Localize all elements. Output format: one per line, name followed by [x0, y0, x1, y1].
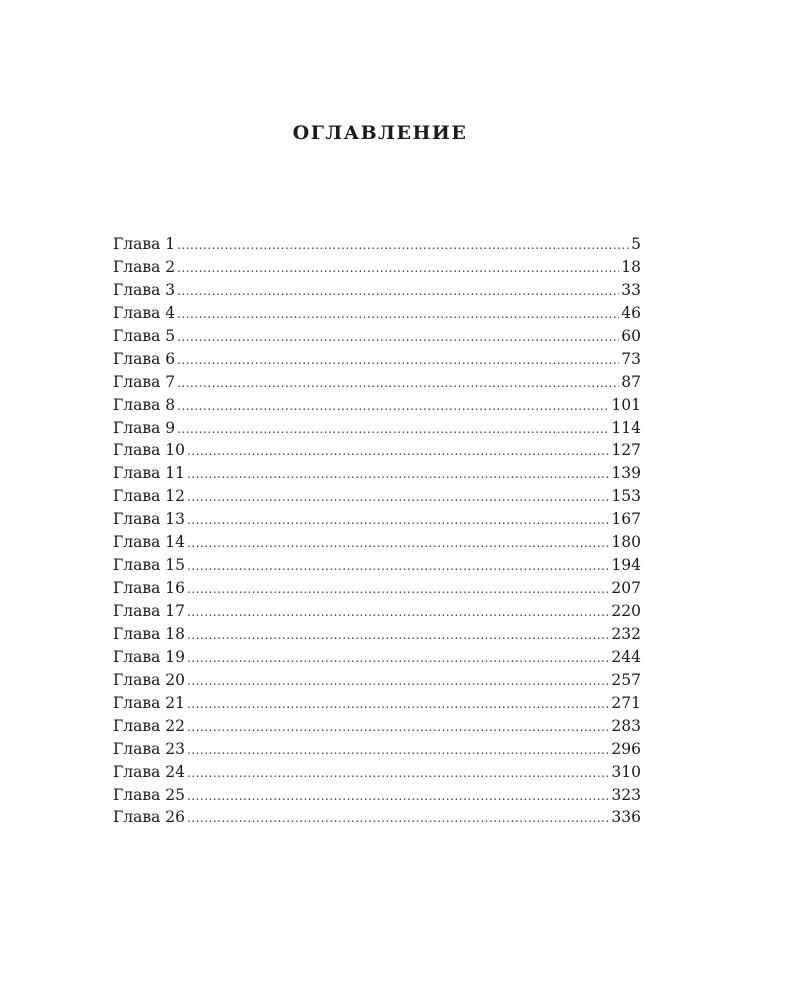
toc-entry[interactable]	[113, 235, 641, 258]
toc-dot-leader	[177, 353, 619, 367]
toc-chapter-label: Глава 10	[113, 441, 185, 460]
toc-entry[interactable]	[113, 258, 641, 281]
toc-chapter-label: Глава 20	[113, 670, 185, 689]
toc-dot-leader	[177, 376, 619, 390]
toc-chapter-label: Глава 26	[113, 808, 185, 827]
toc-chapter-label: Глава 24	[113, 762, 185, 781]
toc-entry[interactable]	[113, 740, 641, 763]
toc-chapter-label: Глава 18	[113, 624, 185, 643]
toc-chapter-label: Глава 15	[113, 556, 185, 575]
toc-entry[interactable]	[113, 304, 641, 327]
toc-entry[interactable]	[113, 533, 641, 556]
toc-page-number: 18	[621, 257, 641, 276]
toc-page-number: 207	[611, 579, 641, 598]
toc-entry[interactable]	[113, 648, 641, 671]
toc-entry[interactable]	[113, 602, 641, 625]
toc-dot-leader	[187, 789, 609, 803]
toc-entry[interactable]	[113, 419, 641, 442]
toc-page-number: 153	[611, 487, 641, 506]
toc-entry[interactable]	[113, 717, 641, 740]
toc-entry[interactable]	[113, 373, 641, 396]
toc-entry[interactable]	[113, 281, 641, 304]
toc-chapter-label: Глава 23	[113, 739, 185, 758]
toc-page-number: 336	[611, 808, 641, 827]
toc-dot-leader	[187, 628, 609, 642]
toc-dot-leader	[177, 284, 619, 298]
toc-entry[interactable]	[113, 327, 641, 350]
toc-page-number: 33	[621, 280, 641, 299]
toc-chapter-label: Глава 17	[113, 602, 185, 620]
toc-page-number: 101	[611, 395, 641, 414]
toc-dot-leader	[187, 536, 609, 550]
toc-chapter-label: Глава 1	[113, 235, 176, 253]
toc-dot-leader	[187, 605, 609, 619]
toc-dot-leader	[187, 490, 609, 504]
toc-dot-leader	[187, 766, 609, 780]
toc-dot-leader	[187, 467, 609, 481]
toc-dot-leader	[177, 261, 619, 275]
toc-entry[interactable]	[113, 786, 641, 809]
toc-dot-leader	[177, 307, 619, 321]
toc-page-number: 244	[611, 647, 641, 666]
toc-page-number: 5	[631, 235, 641, 253]
toc-page-number: 220	[611, 602, 641, 620]
toc-page-number: 87	[621, 372, 641, 391]
toc-page-number: 127	[611, 441, 641, 460]
toc-chapter-label: Глава 3	[113, 280, 176, 299]
toc-entry[interactable]	[113, 556, 641, 579]
toc-page-number: 232	[611, 624, 641, 643]
toc-dot-leader	[187, 651, 609, 665]
toc-chapter-label: Глава 7	[113, 372, 176, 391]
toc-dot-leader	[187, 720, 609, 734]
toc-dot-leader	[177, 422, 609, 436]
toc-page-number: 139	[611, 464, 641, 483]
toc-page-number: 257	[611, 670, 641, 689]
toc-dot-leader	[177, 399, 609, 413]
toc-entry[interactable]	[113, 763, 641, 786]
toc-dot-leader	[187, 674, 609, 688]
toc-page-number: 283	[611, 716, 641, 735]
toc-page-number: 296	[611, 739, 641, 758]
toc-chapter-label: Глава 2	[113, 257, 176, 276]
toc-entry[interactable]	[113, 671, 641, 694]
toc-chapter-label: Глава 21	[113, 693, 185, 712]
toc-chapter-label: Глава 25	[113, 785, 185, 804]
toc-dot-leader	[187, 513, 609, 527]
toc-chapter-label: Глава 6	[113, 349, 176, 368]
toc-chapter-label: Глава 14	[113, 533, 185, 552]
toc-page-number: 167	[611, 510, 641, 529]
toc-entry[interactable]	[113, 625, 641, 648]
toc-page-number: 46	[621, 303, 641, 322]
toc-page-number: 194	[611, 556, 641, 575]
toc-page-number: 180	[611, 533, 641, 552]
page-title: ОГЛАВЛЕНИЕ	[292, 122, 468, 144]
toc-dot-leader	[187, 697, 609, 711]
toc-chapter-label: Глава 13	[113, 510, 185, 529]
toc-page-number: 60	[621, 326, 641, 345]
toc-chapter-label: Глава 19	[113, 647, 185, 666]
toc-dot-leader	[177, 330, 619, 344]
toc-chapter-label: Глава 16	[113, 579, 185, 598]
toc-chapter-label: Глава 11	[113, 464, 185, 483]
toc-entry[interactable]	[113, 694, 641, 717]
toc-page-number: 271	[611, 693, 641, 712]
toc-entry[interactable]	[113, 510, 641, 533]
toc-entry[interactable]	[113, 441, 641, 464]
toc-chapter-label: Глава 22	[113, 716, 185, 735]
table-of-contents	[113, 235, 641, 831]
toc-dot-leader	[187, 811, 609, 825]
toc-entry[interactable]	[113, 350, 641, 373]
toc-dot-leader	[177, 238, 629, 252]
toc-chapter-label: Глава 9	[113, 418, 176, 437]
toc-dot-leader	[187, 743, 609, 757]
toc-dot-leader	[187, 582, 609, 596]
toc-page-number: 114	[611, 418, 641, 437]
toc-entry[interactable]	[113, 464, 641, 487]
toc-entry[interactable]	[113, 579, 641, 602]
toc-chapter-label: Глава 12	[113, 487, 185, 506]
toc-chapter-label: Глава 5	[113, 326, 176, 345]
toc-page-number: 310	[611, 762, 641, 781]
toc-dot-leader	[187, 444, 609, 458]
toc-chapter-label: Глава 4	[113, 303, 176, 322]
toc-chapter-label: Глава 8	[113, 395, 176, 414]
toc-page-number: 323	[611, 785, 641, 804]
toc-entry[interactable]	[113, 396, 641, 419]
toc-entry[interactable]	[113, 487, 641, 510]
toc-page-number: 73	[621, 349, 641, 368]
toc-entry[interactable]	[113, 808, 641, 831]
toc-dot-leader	[187, 559, 609, 573]
